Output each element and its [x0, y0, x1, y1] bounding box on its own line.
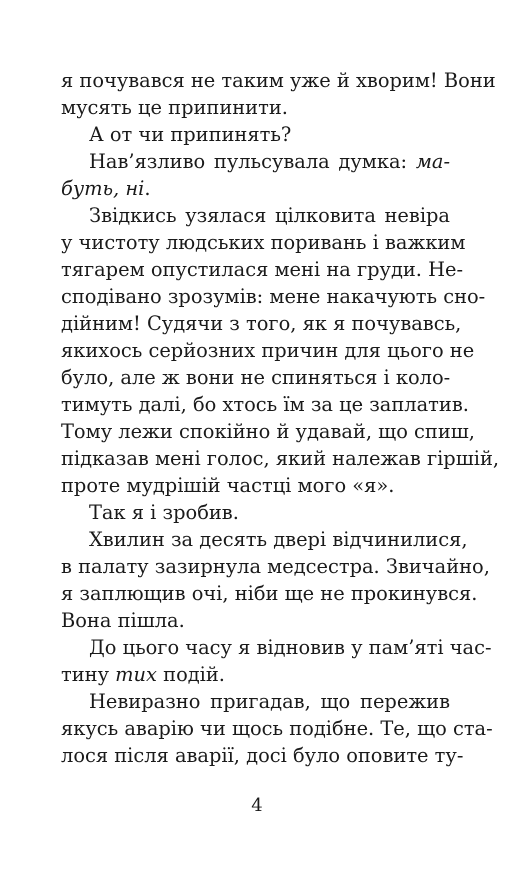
text-line: тягарем опустилася мені на груди. Не- — [61, 258, 464, 281]
text-line: Тому лежи спокійно й удавай, що спиш, — [61, 420, 475, 443]
text-segment: тину — [61, 663, 109, 686]
text-line: в палату зазирнула медсестра. Звичайно, — [61, 555, 490, 578]
text-line — [61, 664, 450, 686]
text-segment: Нав’язливо пульсувала думка: — [89, 150, 408, 173]
text-line: підказав мені голос, який належав гіршій, — [61, 447, 500, 470]
text-line — [89, 151, 450, 173]
text-line: тимуть далі, бо хтось їм за це заплатив. — [61, 393, 469, 416]
text-line: я почувався не таким уже й хворим! Вони — [61, 69, 496, 92]
text-line: було, але ж вони не спиняться і коло- — [61, 366, 451, 389]
text-line: проте мудрішій частці мого «я». — [61, 474, 395, 497]
text-line: Хвилин за десять двері відчинилися, — [89, 528, 468, 551]
text-segment: подій. — [163, 663, 225, 686]
text-line: До цього часу я відновив у пам’яті час- — [89, 636, 492, 659]
text-line: лося після аварії, досі було оповите ту- — [61, 744, 464, 767]
text-line: сподівано зрозумів: мене накачують сно- — [61, 285, 486, 308]
italic-text: буть, ні — [61, 177, 145, 200]
text-line: А от чи припинять? — [89, 123, 292, 146]
text-line: якихось серйозних причин для цього не — [61, 339, 475, 362]
text-line: дійним! Судячи з того, як я почувавсь, — [61, 312, 462, 335]
text-line: мусять це припинити. — [61, 96, 288, 119]
page-number: 4 — [251, 795, 263, 816]
text-line: Вона пішла. — [61, 609, 185, 632]
italic-text: тих — [115, 663, 157, 686]
text-line: якусь аварію чи щось подібне. Те, що ста- — [61, 717, 493, 740]
text-line: я заплющив очі, ніби ще не прокинувся. — [61, 582, 478, 605]
text-line: Звідкись узялася цілковита невіра — [89, 204, 450, 227]
text-line: у чистоту людських поривань і важким — [61, 231, 466, 254]
text-line — [61, 178, 450, 200]
italic-text: ма- — [415, 150, 451, 173]
text-segment: . — [144, 177, 151, 200]
text-line: Невиразно пригадав, що пережив — [89, 690, 450, 713]
text-line: Так я і зробив. — [89, 501, 239, 524]
